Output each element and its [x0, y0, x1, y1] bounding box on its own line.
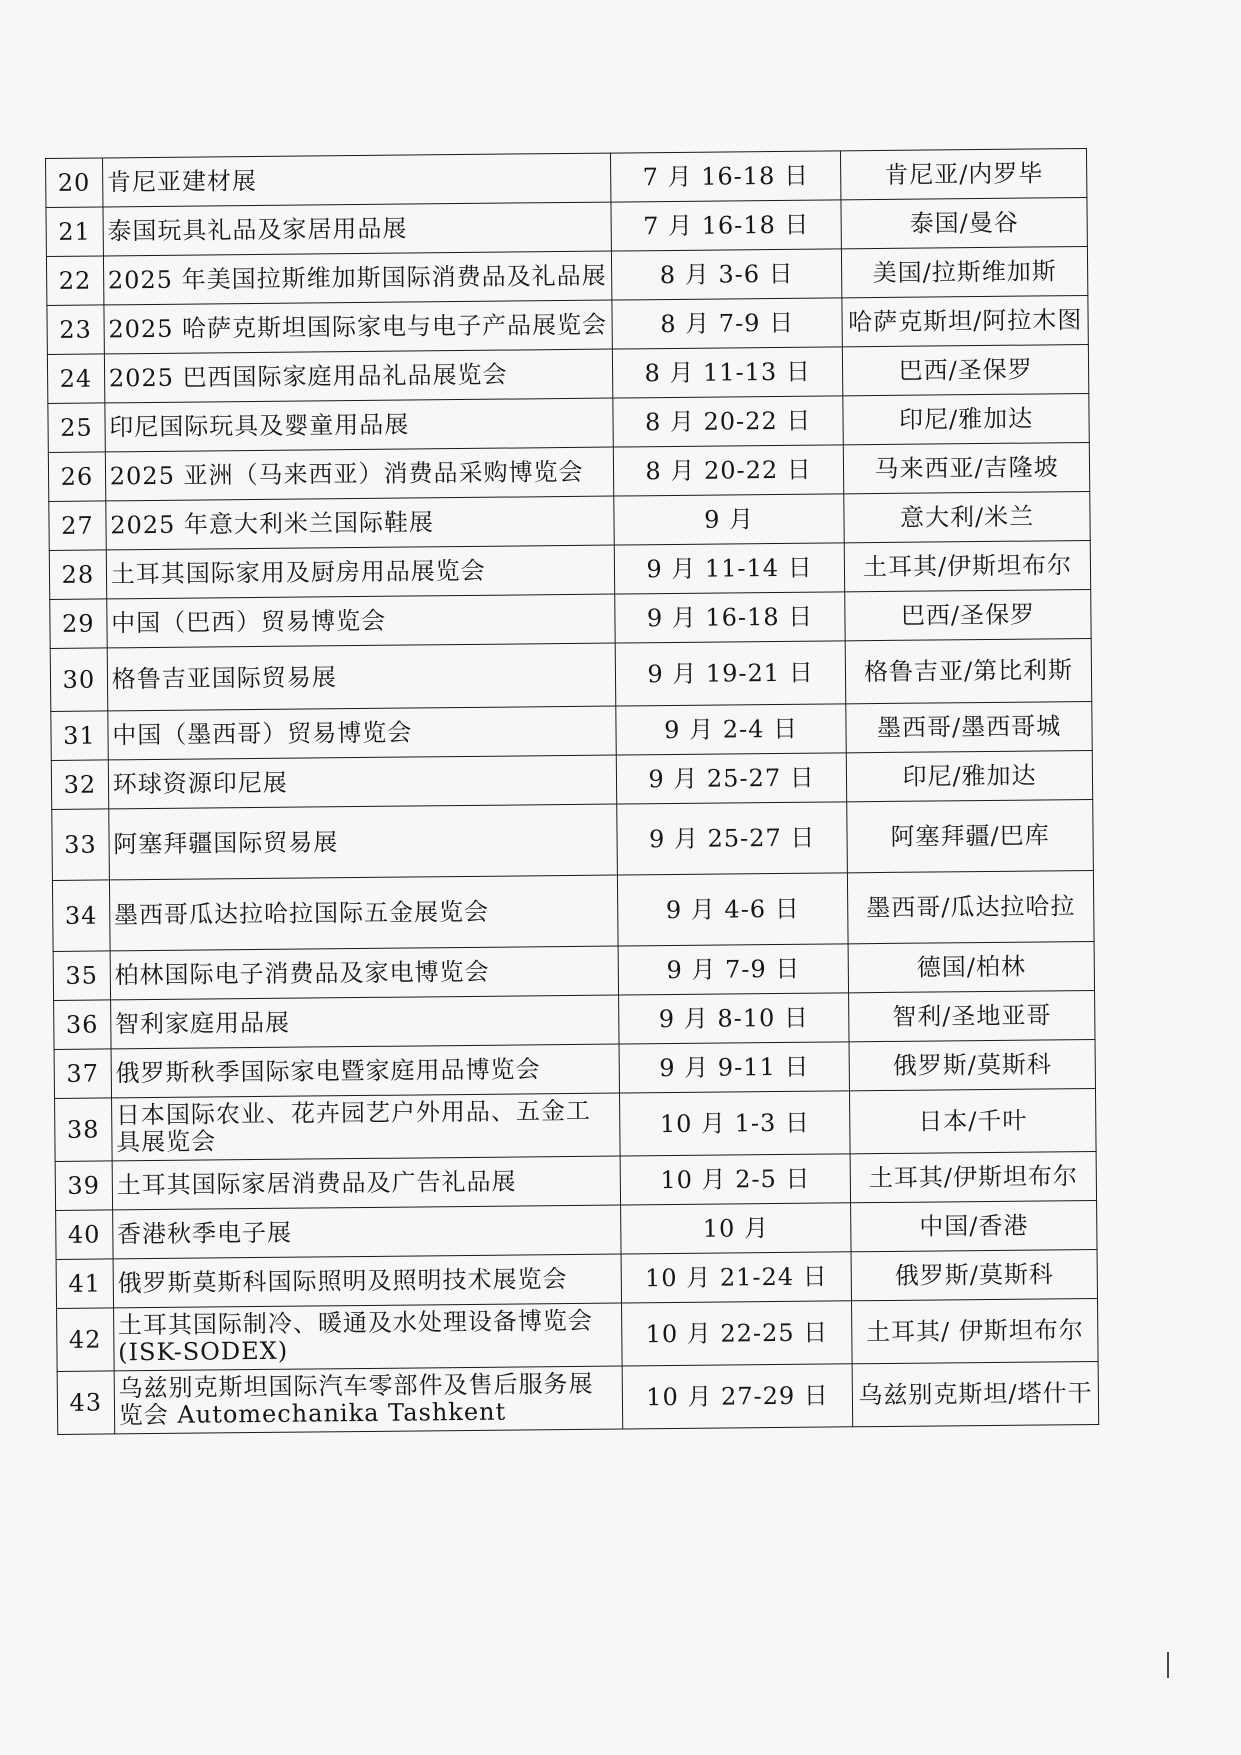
exhibition-location: 印尼/雅加达: [843, 393, 1089, 444]
exhibition-location: 肯尼亚/内罗毕: [841, 149, 1087, 200]
row-number: 33: [52, 809, 109, 881]
exhibition-name: 俄罗斯莫斯科国际照明及照明技术展览会: [113, 1254, 622, 1308]
row-number: 37: [54, 1049, 111, 1099]
row-number: 36: [54, 1000, 111, 1050]
row-number: 39: [55, 1161, 112, 1211]
exhibition-location: 智利/圣地亚哥: [849, 990, 1095, 1041]
exhibition-location: 泰国/曼谷: [841, 198, 1087, 249]
exhibition-location: 巴西/圣保罗: [845, 589, 1091, 640]
exhibition-location: 美国/拉斯维加斯: [842, 246, 1088, 297]
exhibition-location: 俄罗斯/莫斯科: [849, 1039, 1095, 1090]
exhibition-location: 土耳其/ 伊斯坦布尔: [852, 1298, 1098, 1363]
table-row: [52, 799, 1094, 880]
exhibition-date: 8 月 7-9 日: [612, 298, 843, 349]
exhibition-name: 2025 亚洲（马来西亚）消费品采购博览会: [105, 447, 614, 501]
exhibition-name: 2025 年美国拉斯维加斯国际消费品及礼品展: [103, 251, 612, 305]
exhibition-date: 9 月 19-21 日: [615, 641, 846, 706]
exhibition-location: 阿塞拜疆/巴库: [847, 799, 1093, 872]
exhibition-date: 8 月 11-13 日: [612, 347, 843, 398]
exhibition-location: 土耳其/伊斯坦布尔: [844, 540, 1090, 591]
exhibition-name: 2025 哈萨克斯坦国际家电与电子产品展览会: [104, 300, 613, 354]
exhibition-location: 俄罗斯/莫斯科: [851, 1249, 1097, 1300]
exhibition-location: 墨西哥/墨西哥城: [846, 701, 1092, 752]
exhibition-date: 8 月 20-22 日: [613, 445, 844, 496]
row-number: 30: [50, 648, 107, 712]
exhibition-name: 印尼国际玩具及婴童用品展: [105, 398, 614, 452]
row-number: 31: [51, 711, 108, 761]
exhibition-name: 土耳其国际家居消费品及广告礼品展: [112, 1156, 621, 1210]
exhibition-location: 土耳其/伊斯坦布尔: [850, 1151, 1096, 1202]
exhibition-name: 环球资源印尼展: [108, 755, 617, 809]
exhibition-location: 德国/柏林: [848, 941, 1094, 992]
row-number: 26: [48, 452, 105, 502]
exhibition-name: 格鲁吉亚国际贸易展: [107, 643, 616, 711]
exhibition-date: 9 月 25-27 日: [617, 802, 848, 875]
exhibition-name: 2025 年意大利米兰国际鞋展: [106, 496, 615, 550]
exhibition-table: [45, 148, 1099, 1435]
exhibition-location: 巴西/圣保罗: [843, 344, 1089, 395]
exhibition-name: 日本国际农业、花卉园艺户外用品、五金工具展览会: [111, 1093, 620, 1161]
table-row: [57, 1298, 1099, 1371]
exhibition-date: 8 月 3-6 日: [611, 249, 842, 300]
row-number: 29: [50, 599, 107, 649]
exhibition-date: 10 月 21-24 日: [621, 1252, 852, 1303]
exhibition-location: 日本/千叶: [850, 1088, 1096, 1153]
exhibition-date: 7 月 16-18 日: [611, 200, 842, 251]
row-number: 22: [46, 256, 103, 306]
exhibition-location: 格鲁吉亚/第比利斯: [845, 638, 1091, 703]
exhibition-date: 10 月: [621, 1203, 852, 1254]
exhibition-name: 俄罗斯秋季国际家电暨家庭用品博览会: [111, 1044, 620, 1098]
row-number: 27: [49, 501, 106, 551]
exhibition-date: 9 月 7-9 日: [618, 944, 849, 995]
exhibition-name: 中国（巴西）贸易博览会: [106, 594, 615, 648]
exhibition-date: 9 月: [614, 494, 845, 545]
exhibition-name: 土耳其国际制冷、暖通及水处理设备博览会 (ISK-SODEX): [113, 1303, 622, 1371]
exhibition-name: 柏林国际电子消费品及家电博览会: [110, 946, 619, 1000]
table-row: [52, 870, 1094, 951]
exhibition-date: 7 月 16-18 日: [611, 151, 842, 202]
row-number: 23: [47, 305, 104, 355]
exhibition-name: 乌兹别克斯坦国际汽车零部件及售后服务展览会 Automechanika Tashkent: [114, 1366, 623, 1434]
exhibition-name: 阿塞拜疆国际贸易展: [109, 804, 618, 880]
exhibition-location: 乌兹别克斯坦/塔什干: [852, 1361, 1098, 1426]
exhibition-name: 2025 巴西国际家庭用品礼品展览会: [104, 349, 613, 403]
exhibition-date: 10 月 2-5 日: [620, 1154, 851, 1205]
table-row: [55, 1088, 1097, 1161]
exhibition-name: 智利家庭用品展: [110, 995, 619, 1049]
row-number: 24: [47, 354, 104, 404]
exhibition-date: 10 月 27-29 日: [622, 1364, 853, 1429]
row-number: 21: [46, 207, 103, 257]
row-number: 40: [56, 1210, 113, 1260]
row-number: 20: [46, 158, 103, 208]
exhibition-date: 9 月 25-27 日: [616, 753, 847, 804]
exhibition-date: 9 月 9-11 日: [619, 1042, 850, 1093]
exhibition-location: 马来西亚/吉隆坡: [843, 442, 1089, 493]
row-number: 25: [48, 403, 105, 453]
row-number: 42: [57, 1308, 114, 1372]
exhibition-name: 香港秋季电子展: [112, 1205, 621, 1259]
exhibition-location: 印尼/雅加达: [846, 750, 1092, 801]
exhibition-date: 9 月 4-6 日: [617, 873, 848, 946]
exhibition-date: 8 月 20-22 日: [613, 396, 844, 447]
row-number: 32: [51, 760, 108, 810]
row-number: 28: [49, 550, 106, 600]
row-number: 43: [57, 1371, 114, 1435]
row-number: 41: [56, 1259, 113, 1309]
exhibition-name: 泰国玩具礼品及家居用品展: [103, 202, 612, 256]
exhibition-name: 墨西哥瓜达拉哈拉国际五金展览会: [109, 875, 618, 951]
table-row: [50, 638, 1092, 711]
exhibition-date: 9 月 8-10 日: [619, 993, 850, 1044]
exhibition-date: 9 月 2-4 日: [616, 704, 847, 755]
exhibition-name: 中国（墨西哥）贸易博览会: [108, 706, 617, 760]
row-number: 38: [55, 1098, 112, 1162]
exhibition-location: 哈萨克斯坦/阿拉木图: [842, 295, 1088, 346]
row-number: 34: [52, 880, 109, 952]
exhibition-date: 10 月 1-3 日: [620, 1091, 851, 1156]
row-number: 35: [53, 951, 110, 1001]
exhibition-location: 意大利/米兰: [844, 491, 1090, 542]
table-row: [57, 1361, 1099, 1434]
exhibition-date: 10 月 22-25 日: [622, 1301, 853, 1366]
exhibition-location: 中国/香港: [851, 1200, 1097, 1251]
exhibition-name: 土耳其国际家用及厨房用品展览会: [106, 545, 615, 599]
exhibition-location: 墨西哥/瓜达拉哈拉: [848, 870, 1094, 943]
scan-edge-mark: [1167, 1652, 1169, 1678]
exhibition-date: 9 月 16-18 日: [615, 592, 846, 643]
exhibition-name: 肯尼亚建材展: [102, 153, 611, 207]
exhibition-date: 9 月 11-14 日: [614, 543, 845, 594]
